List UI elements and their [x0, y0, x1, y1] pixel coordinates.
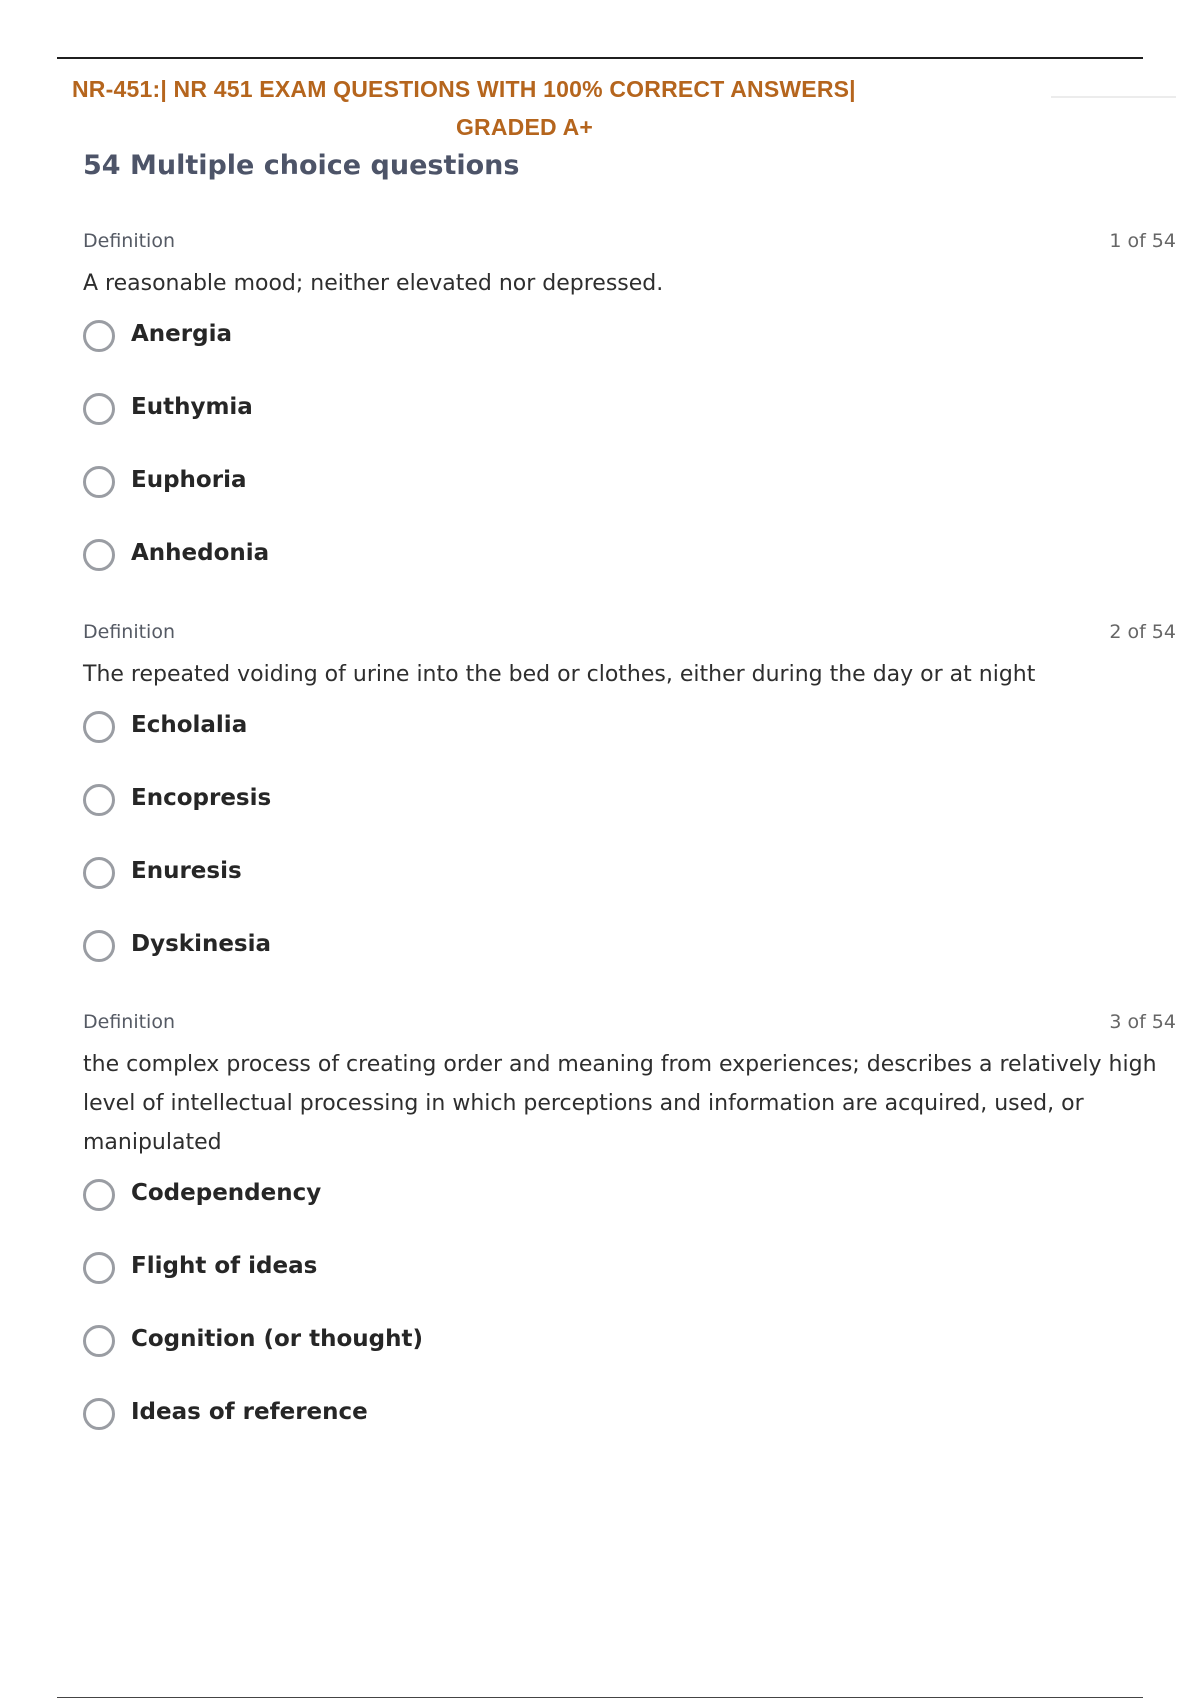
answer-options [83, 708, 1176, 1000]
radio-button-icon[interactable] [83, 857, 115, 889]
answer-option[interactable] [83, 536, 1176, 609]
answer-option[interactable] [83, 708, 1176, 781]
answer-option-label[interactable]: Flight of ideas [131, 1253, 318, 1279]
answer-option-label[interactable]: Anhedonia [131, 540, 270, 566]
answer-option[interactable] [83, 390, 1176, 463]
radio-button-icon[interactable] [83, 930, 115, 962]
section-heading: 54 Multiple choice questions [83, 150, 520, 181]
question-1 [83, 226, 1176, 609]
answer-option[interactable] [83, 1176, 1176, 1249]
document-title [72, 70, 977, 146]
decorative-rule [1051, 96, 1176, 98]
answer-option[interactable] [83, 317, 1176, 390]
radio-button-icon[interactable] [83, 1179, 115, 1211]
question-text: the complex process of creating order and meaning from experiences; describes a relatively high level of intellectual processing in which perceptions and information are acquired, used, or manipulated [83, 1052, 1157, 1155]
answer-option[interactable] [83, 927, 1176, 1000]
answer-option[interactable] [83, 1249, 1176, 1322]
question-counter: 2 of 54 [1109, 621, 1176, 643]
document-title-line-2: GRADED A+ [455, 114, 594, 140]
question-2 [83, 617, 1176, 1000]
answer-option[interactable] [83, 463, 1176, 536]
radio-button-icon[interactable] [83, 393, 115, 425]
radio-button-icon[interactable] [83, 1398, 115, 1430]
answer-option-label[interactable]: Anergia [131, 321, 232, 347]
question-header [83, 1007, 1176, 1037]
answer-option-label[interactable]: Euthymia [131, 394, 253, 420]
answer-option[interactable] [83, 1395, 1176, 1468]
answer-option-label[interactable]: Euphoria [131, 467, 247, 493]
question-type-label: Definition [83, 1011, 176, 1033]
radio-button-icon[interactable] [83, 539, 115, 571]
answer-option-label[interactable]: Dyskinesia [131, 931, 272, 957]
question-text: The repeated voiding of urine into the bed or clothes, either during the day or at night [83, 662, 1036, 687]
radio-button-icon[interactable] [83, 1325, 115, 1357]
question-type-label: Definition [83, 230, 176, 252]
answer-option[interactable] [83, 1322, 1176, 1395]
top-rule [57, 57, 1143, 59]
question-counter: 1 of 54 [1109, 230, 1176, 252]
answer-option-label[interactable]: Enuresis [131, 858, 242, 884]
question-header [83, 617, 1176, 647]
answer-option-label[interactable]: Cognition (or thought) [131, 1326, 424, 1352]
answer-option-label[interactable]: Ideas of reference [131, 1399, 368, 1425]
answer-option-label[interactable]: Echolalia [131, 712, 248, 738]
radio-button-icon[interactable] [83, 320, 115, 352]
radio-button-icon[interactable] [83, 466, 115, 498]
question-text: A reasonable mood; neither elevated nor depressed. [83, 271, 664, 296]
answer-options [83, 317, 1176, 609]
question-header [83, 226, 1176, 256]
question-type-label: Definition [83, 621, 176, 643]
answer-option-label[interactable]: Codependency [131, 1180, 322, 1206]
answer-options [83, 1176, 1176, 1468]
radio-button-icon[interactable] [83, 1252, 115, 1284]
answer-option[interactable] [83, 781, 1176, 854]
radio-button-icon[interactable] [83, 784, 115, 816]
answer-option-label[interactable]: Encopresis [131, 785, 272, 811]
question-3 [83, 1007, 1176, 1468]
question-counter: 3 of 54 [1109, 1011, 1176, 1033]
document-title-line-1: NR-451:| NR 451 EXAM QUESTIONS WITH 100% CORRECT ANSWERS| [72, 76, 856, 102]
answer-option[interactable] [83, 854, 1176, 927]
bottom-rule [57, 1697, 1143, 1698]
radio-button-icon[interactable] [83, 711, 115, 743]
